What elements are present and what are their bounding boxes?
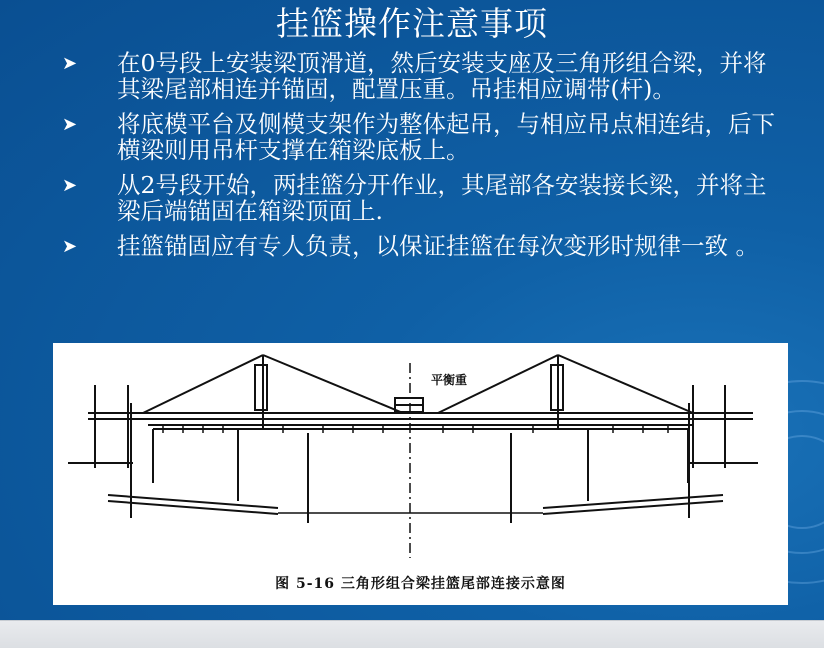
- arrow-bullet-icon: ➤: [62, 53, 78, 74]
- bullet-item: [62, 111, 782, 163]
- arrow-bullet-icon: ➤: [62, 175, 78, 196]
- diagram-drawing: [53, 343, 788, 605]
- engineering-diagram: [53, 343, 788, 605]
- counterweight-label: 平衡重: [431, 373, 468, 387]
- bullet-text: 在0号段上安装梁顶滑道，然后安装支座及三角形组合梁，并将其梁尾部相连并锚固，配置压重。吊挂相应调带(杆)。: [117, 49, 767, 103]
- arrow-bullet-icon: ➤: [62, 236, 78, 257]
- slide-title: 挂篮操作注意事项: [276, 4, 548, 43]
- bullet-item: [62, 172, 782, 224]
- bullet-list: [62, 50, 782, 268]
- bullet-item: [62, 50, 782, 102]
- arrow-bullet-icon: ➤: [62, 114, 78, 135]
- figure-caption: 图 5-16 三角形组合梁挂篮尾部连接示意图: [275, 576, 566, 592]
- bullet-text: 挂篮锚固应有专人负责，以保证挂篮在每次变形时规律一致 。: [117, 232, 759, 260]
- bullet-text: 从2号段开始，两挂篮分开作业，其尾部各安装接长梁，并将主梁后端锚固在箱梁顶面上.: [117, 171, 767, 225]
- bullet-item: [62, 233, 782, 259]
- bullet-text: 将底模平台及侧模支架作为整体起吊，与相应吊点相连结，后下横梁则用吊杆支撑在箱梁底板上。: [117, 110, 775, 164]
- window-footer: [0, 620, 824, 648]
